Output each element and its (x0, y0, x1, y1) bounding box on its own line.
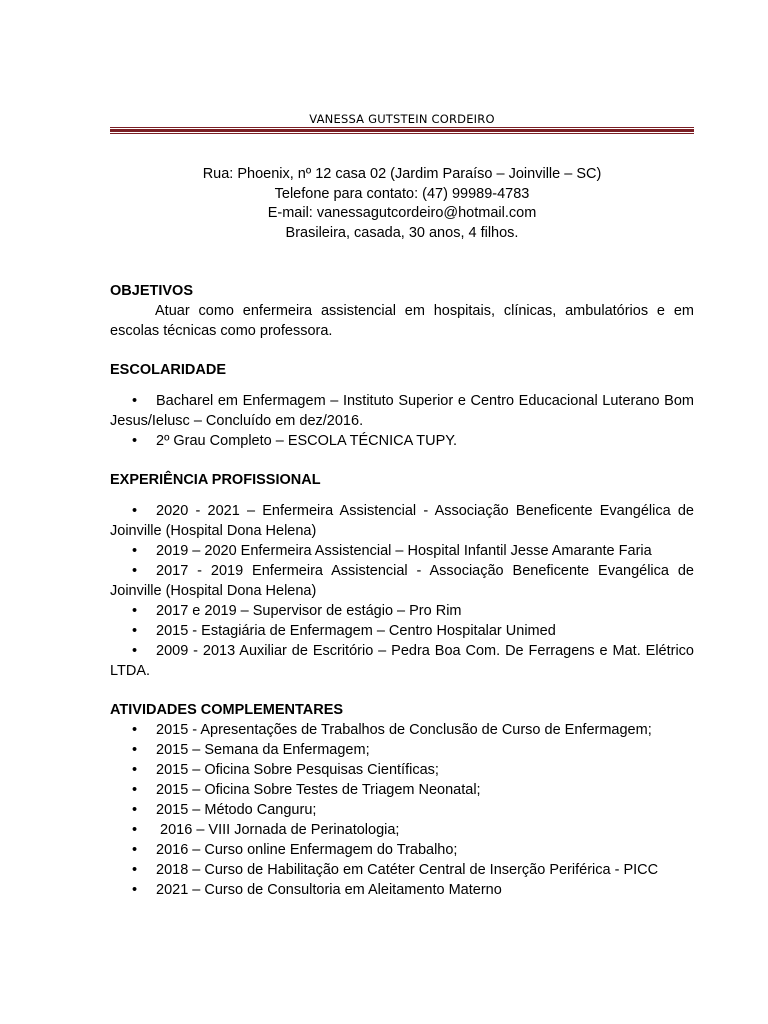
bullet-icon: • (132, 393, 138, 409)
section-objetivos (110, 281, 694, 341)
list-item (110, 391, 694, 431)
list-item-text: 2015 – Oficina Sobre Testes de Triagem Neonatal; (156, 782, 481, 798)
list-item (110, 780, 694, 800)
atividades-list (110, 720, 694, 900)
bullet-icon: • (132, 762, 138, 778)
list-item (110, 860, 694, 880)
list-item (110, 601, 694, 621)
bullet-icon: • (132, 543, 138, 559)
experiencia-list (110, 501, 694, 681)
list-item-text: 2016 – VIII Jornada de Perinatologia; (156, 822, 400, 838)
list-item (110, 561, 694, 601)
section-title: OBJETIVOS (110, 283, 193, 299)
list-item (110, 720, 694, 740)
list-item (110, 840, 694, 860)
list-item-text: 2015 – Semana da Enfermagem; (156, 742, 370, 758)
header-name: VANESSA GUTSTEIN CORDEIRO (309, 112, 495, 126)
list-item-text: 2017 - 2019 Enfermeira Assistencial - Associação Beneficente Evangélica de Joinville (Hospital Dona Helena) (110, 563, 694, 599)
list-item-text: 2009 - 2013 Auxiliar de Escritório – Pedra Boa Com. De Ferragens e Mat. Elétrico LTDA. (110, 643, 694, 679)
list-item-text: 2020 - 2021 – Enfermeira Assistencial - Associação Beneficente Evangélica de Joinville (Hospital Dona Helena) (110, 503, 694, 539)
list-item-text: 2018 – Curso de Habilitação em Catéter Central de Inserção Periférica - PICC (156, 862, 659, 878)
list-item (110, 541, 694, 561)
list-item (110, 800, 694, 820)
section-experiencia (110, 470, 694, 681)
resume-content (110, 281, 694, 900)
bullet-icon: • (132, 822, 138, 838)
list-item (110, 760, 694, 780)
list-item (110, 621, 694, 641)
list-item-text: 2021 – Curso de Consultoria em Aleitamento Materno (156, 882, 502, 898)
list-item (110, 740, 694, 760)
section-escolaridade (110, 360, 694, 451)
escolaridade-list (110, 391, 694, 451)
list-item (110, 820, 694, 840)
list-item-text: 2019 – 2020 Enfermeira Assistencial – Hospital Infantil Jesse Amarante Faria (156, 543, 652, 559)
bullet-icon: • (132, 623, 138, 639)
list-item (110, 431, 694, 451)
list-item-text: 2º Grau Completo – ESCOLA TÉCNICA TUPY. (156, 433, 458, 449)
bullet-icon: • (132, 503, 138, 519)
list-item (110, 501, 694, 541)
contact-personal: Brasileira, casada, 30 anos, 4 filhos. (285, 224, 519, 241)
bullet-icon: • (132, 433, 138, 449)
bullet-icon: • (132, 802, 138, 818)
header-rule-top (110, 127, 694, 128)
list-item-text: 2015 - Apresentações de Trabalhos de Conclusão de Curso de Enfermagem; (156, 722, 652, 738)
section-title: EXPERIÊNCIA PROFISSIONAL (110, 472, 321, 488)
header-rule-middle (110, 129, 694, 132)
list-item-text: Bacharel em Enfermagem – Instituto Superior e Centro Educacional Luterano Bom Jesus/Ielusc – Concluído em dez/2016. (110, 393, 694, 429)
list-item-text: 2015 – Oficina Sobre Pesquisas Científicas; (156, 762, 439, 778)
section-title: ESCOLARIDADE (110, 362, 227, 378)
list-item-text: 2015 – Método Canguru; (156, 802, 317, 818)
bullet-icon: • (132, 722, 138, 738)
list-item-text: 2016 – Curso online Enfermagem do Trabalho; (156, 842, 458, 858)
list-item-text: 2015 - Estagiária de Enfermagem – Centro Hospitalar Unimed (156, 623, 556, 639)
bullet-icon: • (132, 643, 138, 659)
contact-email: E-mail: vanessagutcordeiro@hotmail.com (267, 205, 537, 221)
bullet-icon: • (132, 742, 138, 758)
list-item (110, 641, 694, 681)
bullet-icon: • (132, 842, 138, 858)
bullet-icon: • (132, 563, 138, 579)
list-item (110, 880, 694, 900)
objetivos-text: Atuar como enfermeira assistencial em hospitais, clínicas, ambulatórios e em escolas técnicas como professora. (110, 303, 694, 339)
contact-block (110, 165, 694, 243)
bullet-icon: • (132, 862, 138, 878)
section-atividades (110, 700, 694, 900)
contact-phone: Telefone para contato: (47) 99989-4783 (274, 185, 530, 202)
section-title: ATIVIDADES COMPLEMENTARES (110, 702, 344, 718)
list-item-text: 2017 e 2019 – Supervisor de estágio – Pro Rim (156, 603, 462, 619)
header-rule-bottom (110, 133, 694, 134)
bullet-icon: • (132, 782, 138, 798)
contact-address: Rua: Phoenix, nº 12 casa 02 (Jardim Paraíso – Joinville – SC) (202, 166, 602, 182)
bullet-icon: • (132, 882, 138, 898)
bullet-icon: • (132, 603, 138, 619)
